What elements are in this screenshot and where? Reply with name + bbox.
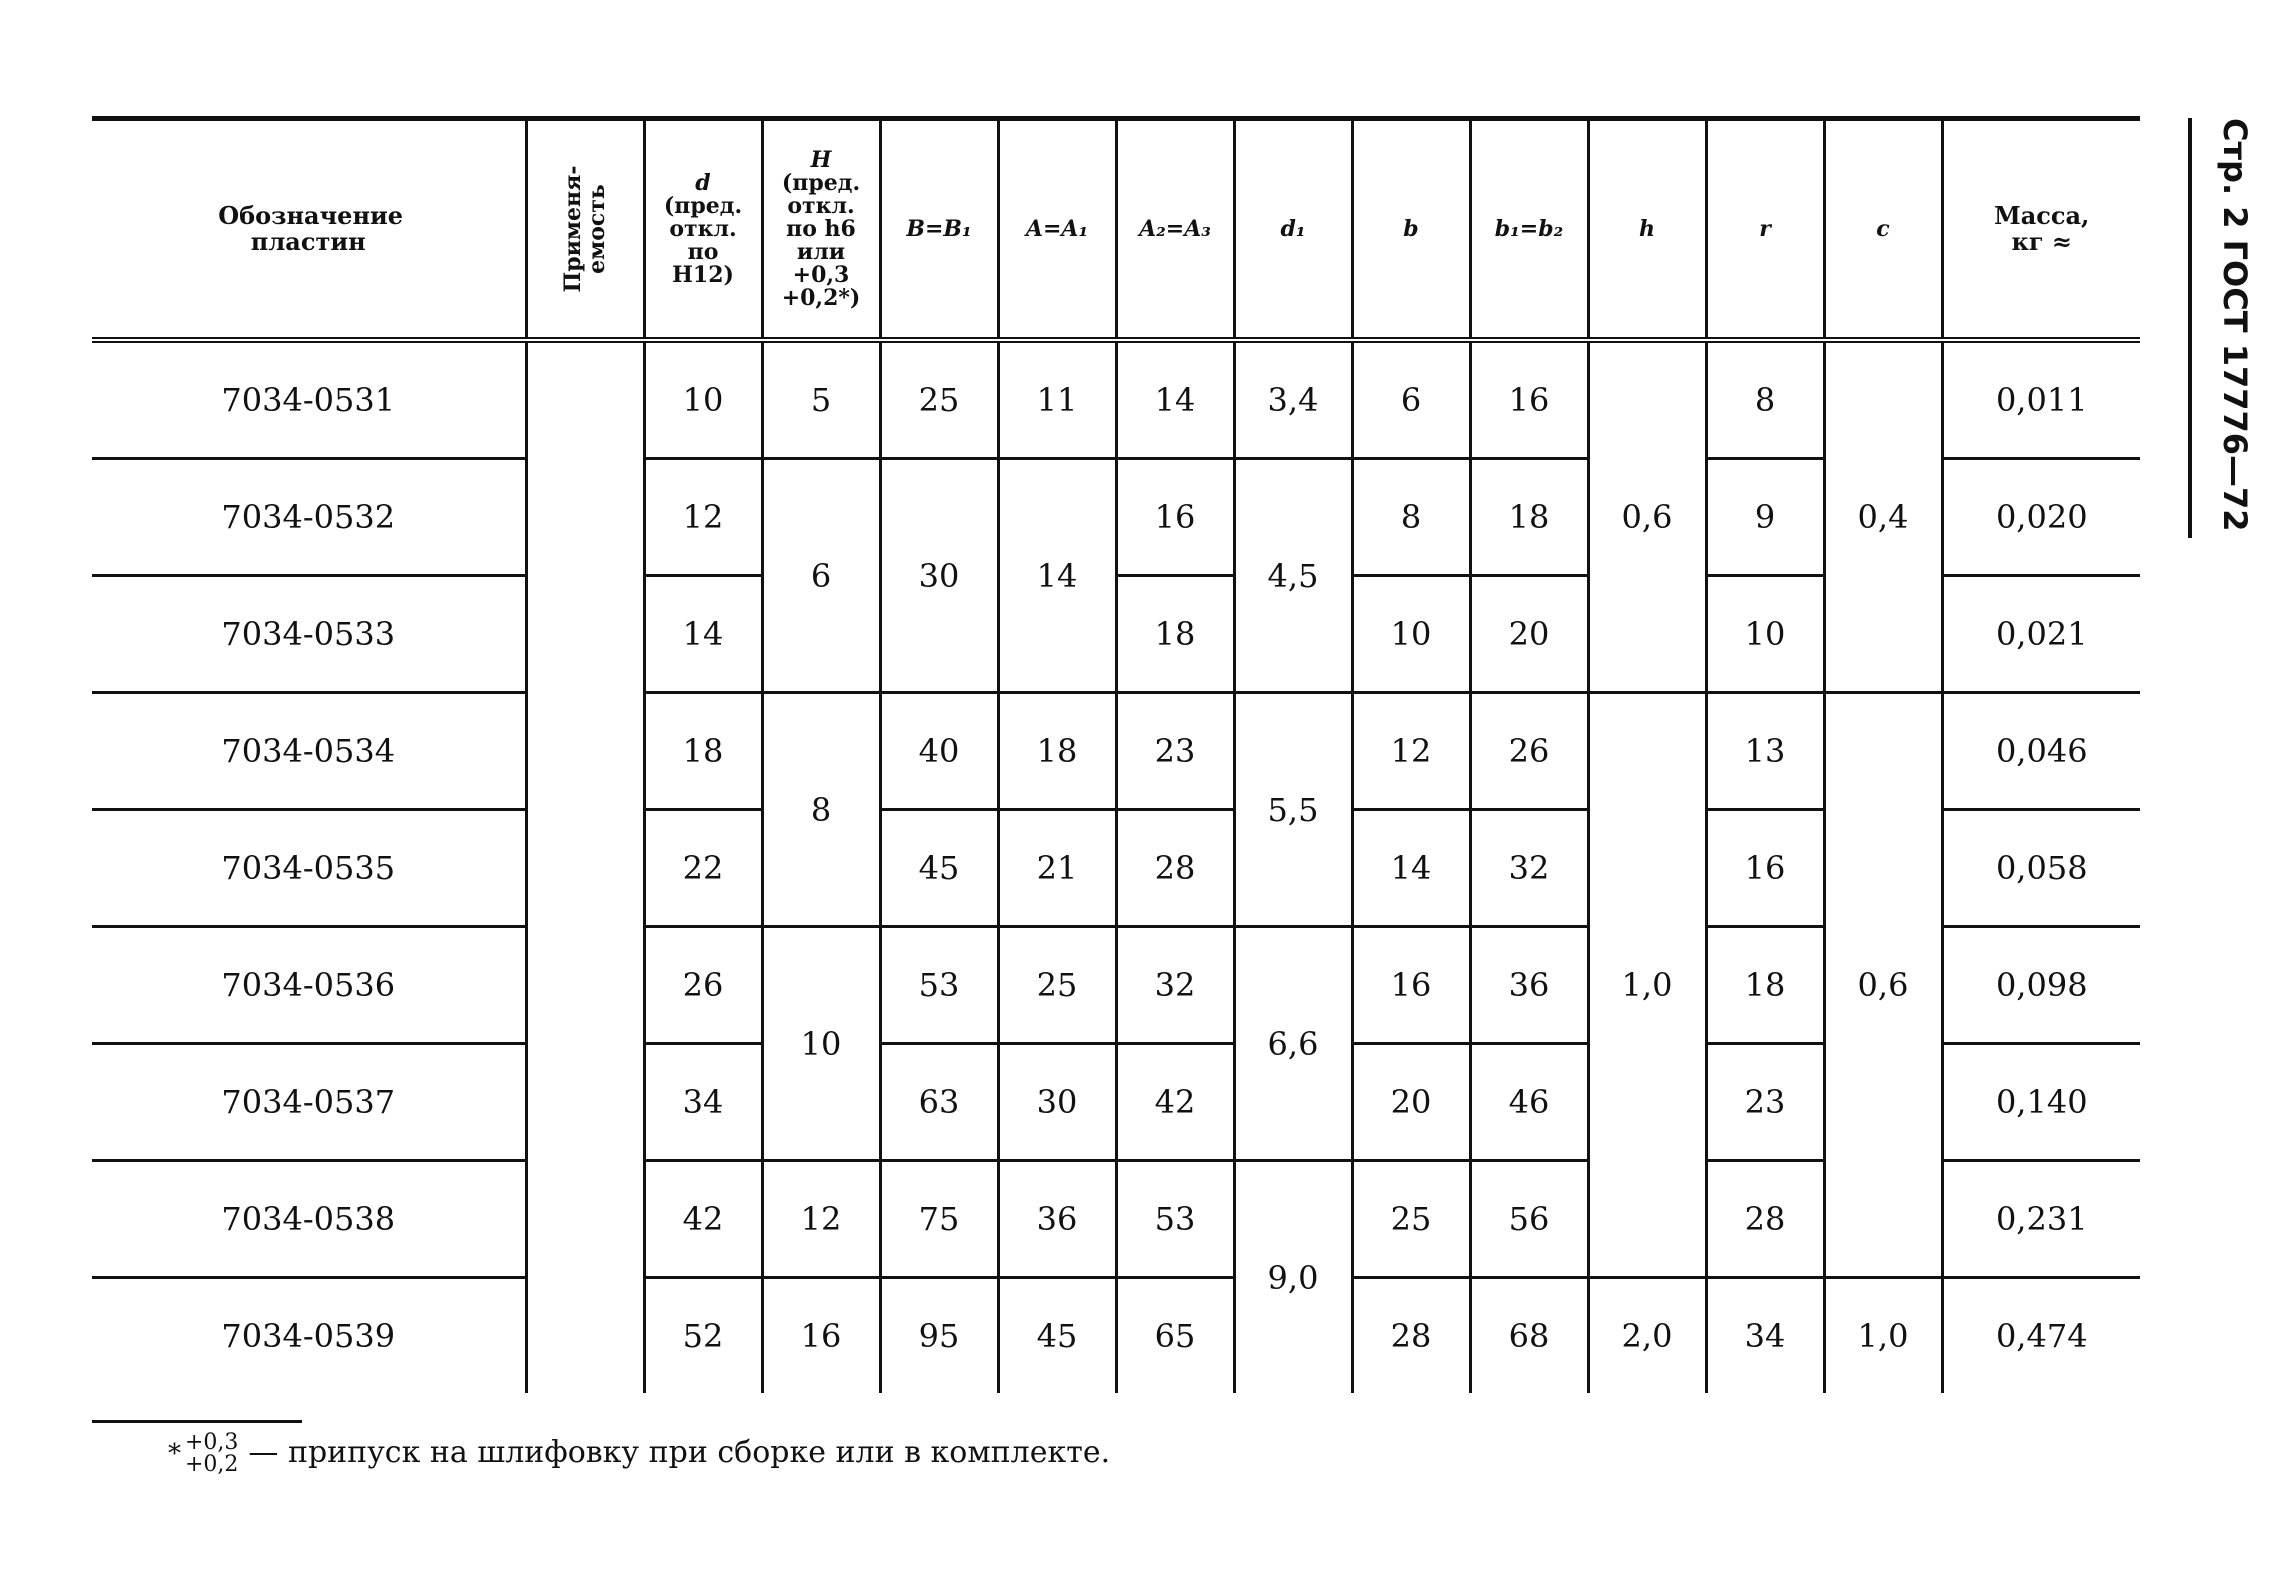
cell-A2: 32	[1116, 927, 1234, 1044]
cell-A: 36	[998, 1161, 1116, 1278]
cell-A: 14	[998, 459, 1116, 693]
cell-A2: 18	[1116, 576, 1234, 693]
cell-d: 26	[644, 927, 762, 1044]
cell-b1: 68	[1470, 1278, 1588, 1394]
cell-mass: 0,474	[1942, 1278, 2140, 1394]
cell-B: 53	[880, 927, 998, 1044]
cell-d: 12	[644, 459, 762, 576]
cell-d: 22	[644, 810, 762, 927]
cell-H: 10	[762, 927, 880, 1161]
header-A: A=A₁	[998, 119, 1116, 341]
cell-b1: 26	[1470, 693, 1588, 810]
cell-b: 16	[1352, 927, 1470, 1044]
cell-b1: 46	[1470, 1044, 1588, 1161]
cell-designation: 7034-0535	[92, 810, 526, 927]
header-b: b	[1352, 119, 1470, 341]
table-row	[92, 340, 2140, 459]
cell-designation: 7034-0534	[92, 693, 526, 810]
cell-A2: 16	[1116, 459, 1234, 576]
cell-designation: 7034-0531	[92, 340, 526, 459]
cell-B: 75	[880, 1161, 998, 1278]
cell-d: 18	[644, 693, 762, 810]
cell-c: 1,0	[1824, 1278, 1942, 1394]
cell-A2: 53	[1116, 1161, 1234, 1278]
cell-A: 30	[998, 1044, 1116, 1161]
cell-B: 63	[880, 1044, 998, 1161]
cell-B: 25	[880, 340, 998, 459]
cell-mass: 0,011	[1942, 340, 2140, 459]
header-c: c	[1824, 119, 1942, 341]
cell-b1: 36	[1470, 927, 1588, 1044]
cell-r: 34	[1706, 1278, 1824, 1394]
cell-mass: 0,058	[1942, 810, 2140, 927]
cell-designation: 7034-0532	[92, 459, 526, 576]
cell-mass: 0,021	[1942, 576, 2140, 693]
cell-b: 10	[1352, 576, 1470, 693]
cell-d: 14	[644, 576, 762, 693]
cell-b: 6	[1352, 340, 1470, 459]
cell-B: 95	[880, 1278, 998, 1394]
cell-H: 6	[762, 459, 880, 693]
tolerance-lower: +0,2	[185, 1452, 239, 1477]
standard-title: Стр. 2 ГОСТ 17776—72	[2216, 118, 2254, 532]
cell-r: 18	[1706, 927, 1824, 1044]
cell-H: 16	[762, 1278, 880, 1394]
cell-d1: 5,5	[1234, 693, 1352, 927]
cell-A2: 42	[1116, 1044, 1234, 1161]
cell-d: 42	[644, 1161, 762, 1278]
cell-A: 11	[998, 340, 1116, 459]
cell-b: 12	[1352, 693, 1470, 810]
cell-mass: 0,098	[1942, 927, 2140, 1044]
cell-r: 16	[1706, 810, 1824, 927]
cell-A2: 28	[1116, 810, 1234, 927]
cell-h: 0,6	[1588, 340, 1706, 693]
cell-B: 30	[880, 459, 998, 693]
cell-b: 14	[1352, 810, 1470, 927]
header-d1: d₁	[1234, 119, 1352, 341]
side-title	[2218, 118, 2258, 538]
cell-A: 45	[998, 1278, 1116, 1394]
header-b1: b₁=b₂	[1470, 119, 1588, 341]
cell-d1: 6,6	[1234, 927, 1352, 1161]
plates-table	[92, 116, 2140, 1393]
cell-mass: 0,231	[1942, 1161, 2140, 1278]
cell-r: 13	[1706, 693, 1824, 810]
cell-b: 20	[1352, 1044, 1470, 1161]
footnote-tolerance	[185, 1432, 238, 1476]
cell-d: 52	[644, 1278, 762, 1394]
cell-designation: 7034-0538	[92, 1161, 526, 1278]
cell-b1: 16	[1470, 340, 1588, 459]
cell-r: 28	[1706, 1161, 1824, 1278]
cell-b: 25	[1352, 1161, 1470, 1278]
side-rule	[2188, 118, 2192, 538]
cell-A2: 23	[1116, 693, 1234, 810]
header-d: d (пред. откл. по Н12)	[644, 119, 762, 341]
cell-A: 21	[998, 810, 1116, 927]
cell-designation: 7034-0537	[92, 1044, 526, 1161]
cell-b1: 32	[1470, 810, 1588, 927]
cell-d1: 4,5	[1234, 459, 1352, 693]
cell-d: 10	[644, 340, 762, 459]
cell-b: 28	[1352, 1278, 1470, 1394]
footnote-rule	[92, 1420, 302, 1423]
cell-mass: 0,046	[1942, 693, 2140, 810]
header-applicability: Применя-емость	[526, 119, 644, 341]
footnote-star: *	[168, 1439, 181, 1469]
cell-r: 9	[1706, 459, 1824, 576]
cell-d: 34	[644, 1044, 762, 1161]
cell-c: 0,6	[1824, 693, 1942, 1278]
cell-h: 2,0	[1588, 1278, 1706, 1394]
header-h: h	[1588, 119, 1706, 341]
cell-designation: 7034-0539	[92, 1278, 526, 1394]
header-r: r	[1706, 119, 1824, 341]
cell-H: 12	[762, 1161, 880, 1278]
table-row	[92, 1278, 2140, 1394]
cell-A: 18	[998, 693, 1116, 810]
cell-A2: 65	[1116, 1278, 1234, 1394]
header-A2: A₂=A₃	[1116, 119, 1234, 341]
cell-A: 25	[998, 927, 1116, 1044]
footnote-text: — припуск на шлифовку при сборке или в комплекте.	[248, 1435, 1111, 1470]
cell-d1: 9,0	[1234, 1161, 1352, 1394]
cell-b: 8	[1352, 459, 1470, 576]
cell-d1: 3,4	[1234, 340, 1352, 459]
cell-c: 0,4	[1824, 340, 1942, 693]
cell-mass: 0,140	[1942, 1044, 2140, 1161]
cell-designation: 7034-0533	[92, 576, 526, 693]
cell-B: 45	[880, 810, 998, 927]
header-designation: Обозначение пластин	[92, 119, 526, 341]
cell-r: 23	[1706, 1044, 1824, 1161]
cell-H: 8	[762, 693, 880, 927]
footnote	[168, 1432, 1110, 1476]
cell-A2: 14	[1116, 340, 1234, 459]
cell-b1: 20	[1470, 576, 1588, 693]
header-mass: Масса, кг ≈	[1942, 119, 2140, 341]
cell-r: 8	[1706, 340, 1824, 459]
cell-b1: 18	[1470, 459, 1588, 576]
cell-designation: 7034-0536	[92, 927, 526, 1044]
header-H: H (пред. откл. по h6 или +0,3 +0,2*)	[762, 119, 880, 341]
table-row	[92, 693, 2140, 810]
cell-r: 10	[1706, 576, 1824, 693]
cell-h: 1,0	[1588, 693, 1706, 1278]
cell-b1: 56	[1470, 1161, 1588, 1278]
header-B: B=B₁	[880, 119, 998, 341]
header-row	[92, 119, 2140, 341]
cell-B: 40	[880, 693, 998, 810]
cell-H: 5	[762, 340, 880, 459]
cell-applicability	[526, 340, 644, 1393]
cell-mass: 0,020	[1942, 459, 2140, 576]
tolerance-upper: +0,3	[185, 1430, 239, 1455]
